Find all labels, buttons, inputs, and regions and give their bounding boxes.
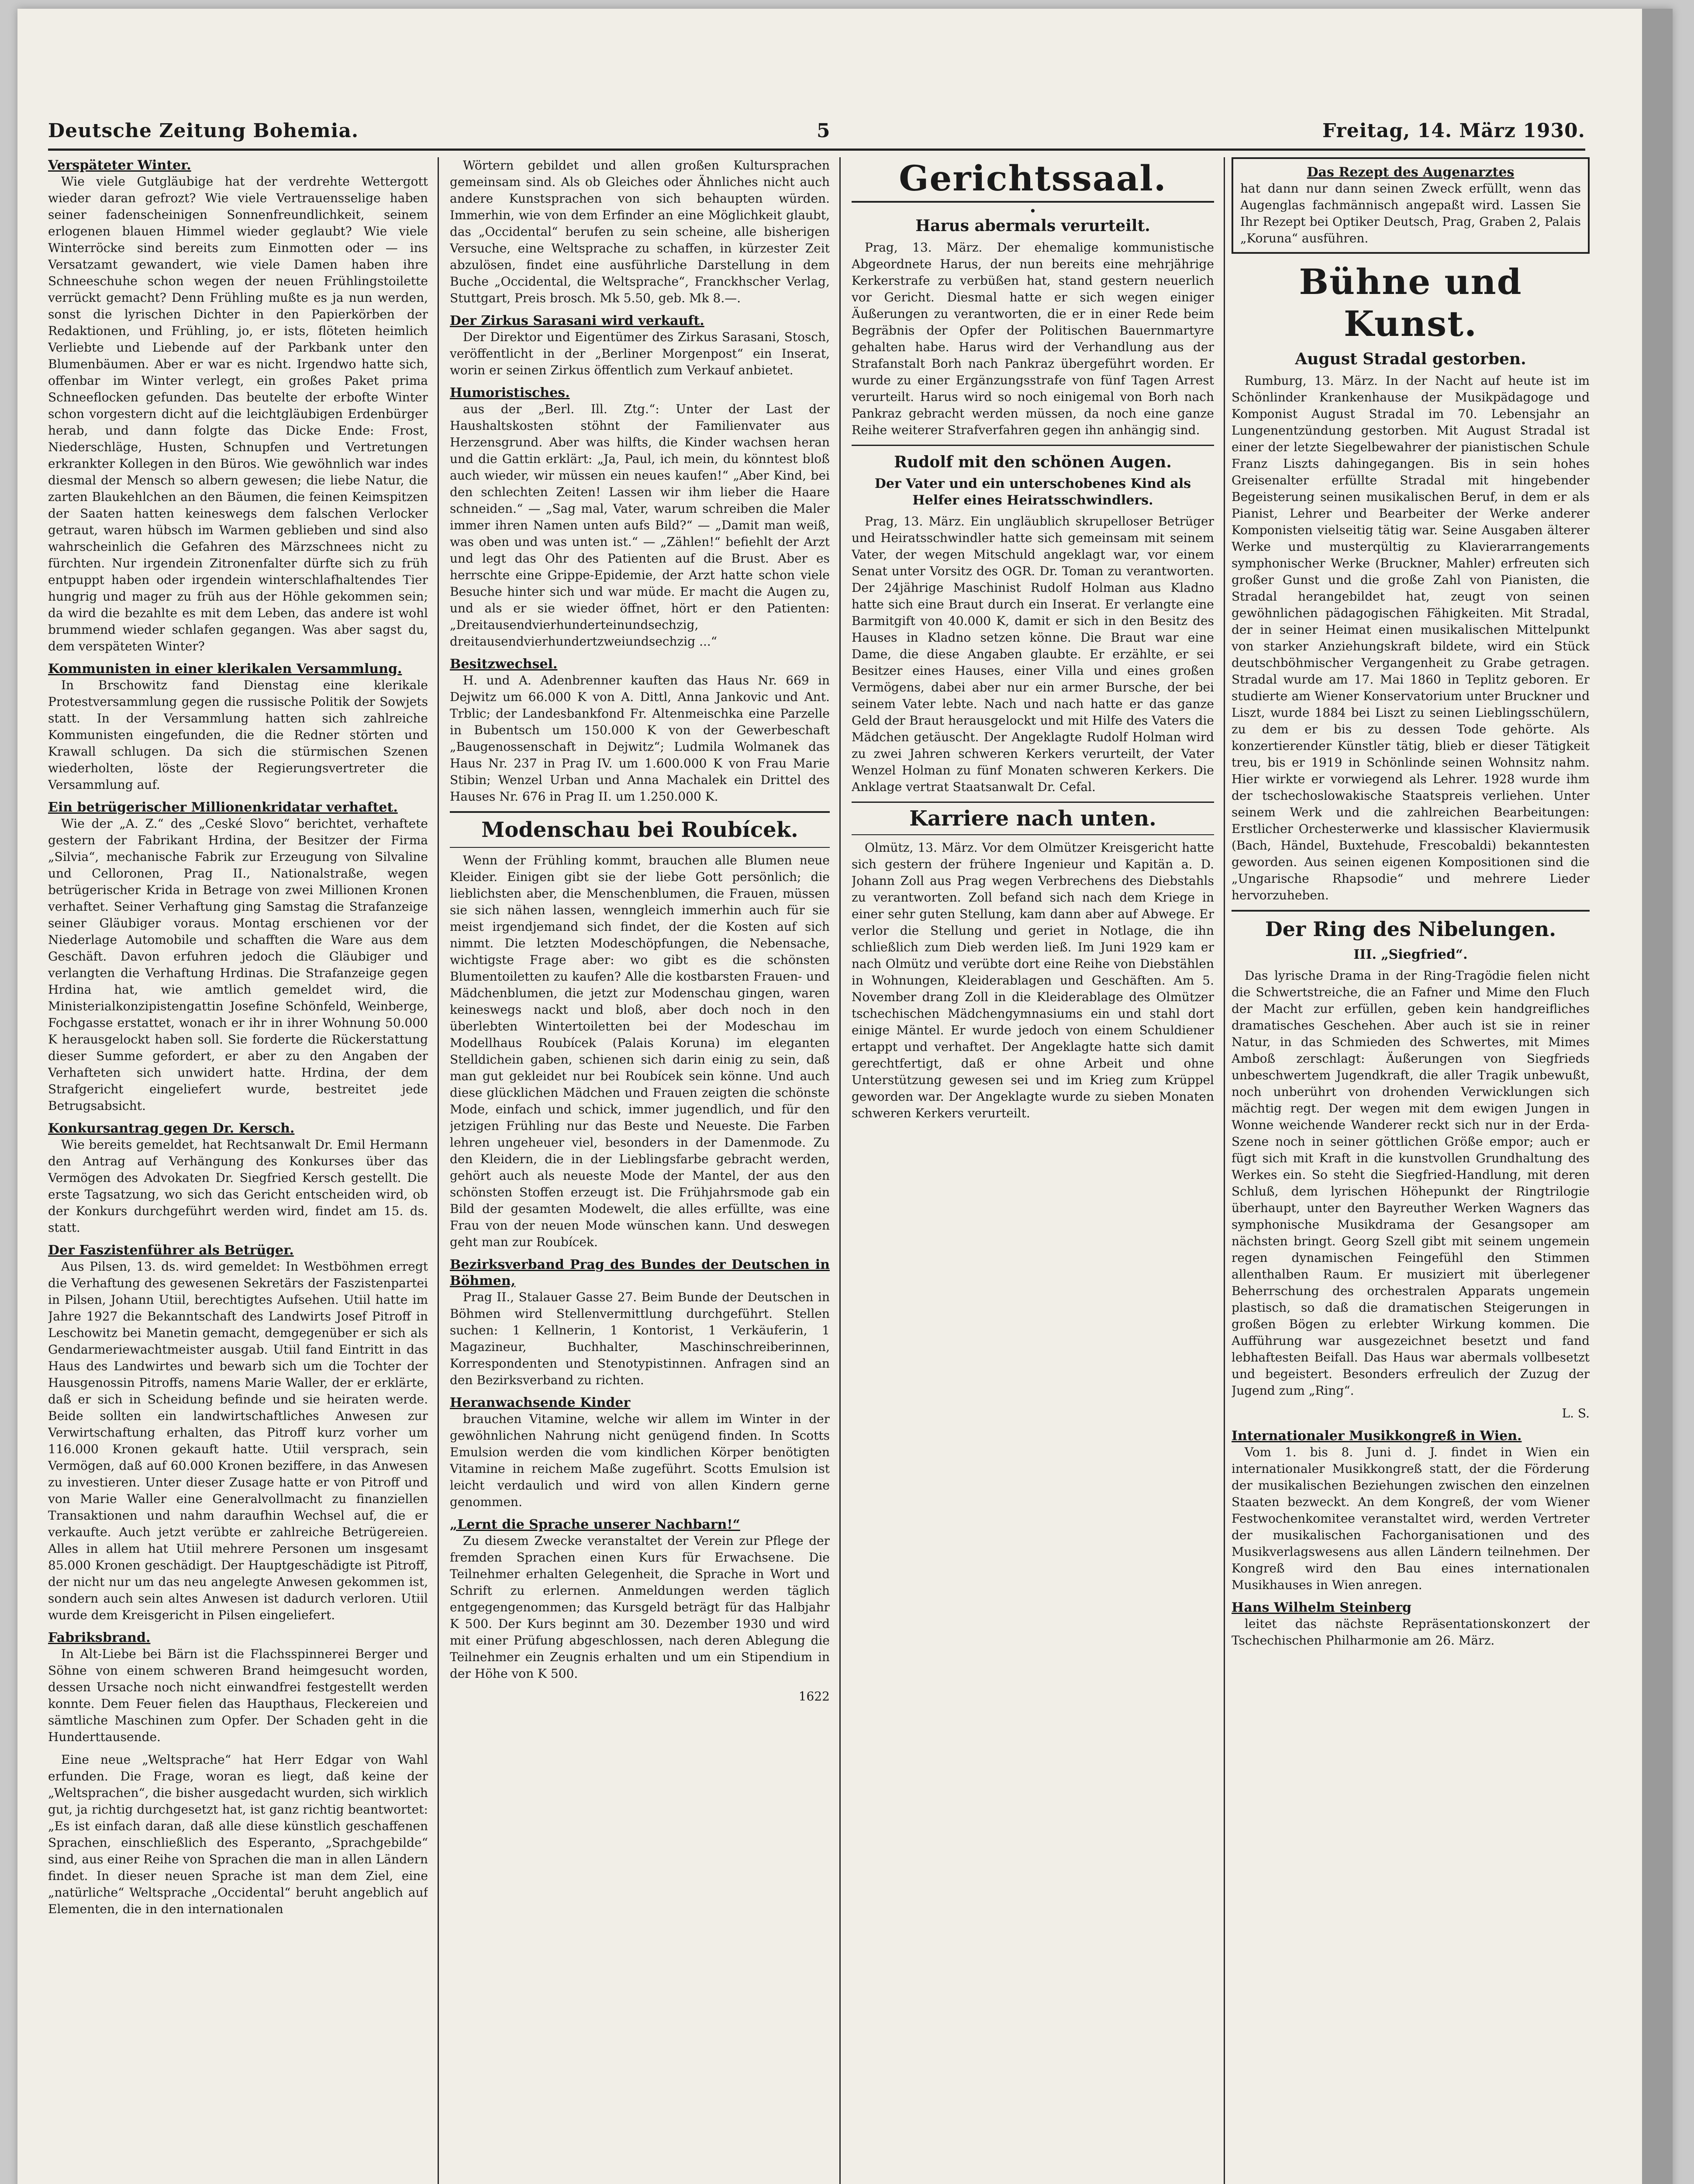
- article: [48, 1120, 428, 1236]
- article-heading: Besitzwechsel.: [450, 657, 558, 672]
- advertisement-box: [1232, 157, 1590, 254]
- article-heading: Ein betrügerischer Millionenkridatar verhaftet.: [48, 800, 398, 815]
- issue-date: Freitag, 14. März 1930.: [1322, 120, 1585, 142]
- column-1: [48, 157, 428, 2184]
- article: [450, 385, 830, 650]
- article-title: August Stradal gestorben.: [1295, 350, 1526, 368]
- article: [450, 157, 830, 307]
- article-text: Wenn der Frühling kommt, brauchen alle Blumen neue Kleider. Einigen gibt sie der liebe Gott persönlich; die lieblichsten aber, die Menschenblumen, die Frauen, müssen sie sich nähen lassen, wenngleich immerhin auch für sie meist irgendjemand sich findet, der die Kosten auf sich nimmt. Die letzten Modeschöpfungen, die Nebensache, wichtigste Frage aber: wo gibt es die schönsten Blumentoiletten zu kaufen? Alle die kostbarsten Frauen- und Mädchenblumen, die jetzt zur Modenschau gingen, waren keineswegs nackt und bloß, aber doch noch in den überlebten Wintertoiletten bei der Modeschau im Modellhaus Roubícek (Palais Koruna) im eleganten Stelldichein gaben, schienen sich darin einig zu sein, daß man gut gekleidet nur bei Roubícek sein könne. Und auch diese glücklichen Mädchen und Frauen zeigten die schönste Mode, einfach und schick, immer jugendlich, und für den jetzigen Frühling nur das Beste und Neueste. Die Farben lehren ungeheuer viel, besonders in der Damenmode. Zu den Kleidern, die in der Lieblingsfarbe gebracht werden, gehört auch als neueste Mode der Mantel, der aus den schönsten Stoffen erzeugt ist. Die Frühjahrsmode gab ein Bild der gesamten Modewelt, die alles erfüllte, was eine Frau von der neuen Mode wünschen kann. Und deswegen geht man zur Roubícek.: [450, 853, 830, 1249]
- article: [48, 1752, 428, 1918]
- article-text: leitet das nächste Repräsentationskonzert der Tschechischen Philharmonie am 26. März.: [1232, 1617, 1590, 1648]
- article-heading: Der Zirkus Sarasani wird verkauft.: [450, 313, 704, 328]
- article-text: Das lyrische Drama in der Ring-Tragödie fielen nicht die Schwertstreiche, die an Fafner und Mime den Fluch der Macht zur erfüllen, geben kein handgreifliches dramatisches Geschehen. Aber auch ist sie in reiner Natur, in das Schmieden des Schwertes, mit Mimes Amboß zerschlagt: Äußerungen von Siegfrieds unbeschwertem Jugendkraft, die aller Tragik unbewußt, noch unberührt von drohenden Verwicklungen sich mächtig regt. Der wegen mit dem ewigen Jungen in Wonne weichende Wanderer reckt sich nur in der Erda-Szene noch in seiner göttlichen Größe empor; auch er fügt sich mit Kraft in die kunstvollen Grundhaltung des Werkes ein. So steht die Siegfried-Handlung, mit deren Schluß, dem lyrischen Höhepunkt der Ringtrilogie überhaupt, unter den Bayreuther Werken Wagners das symphonische Musikdrama der Gesangsoper am nächsten bringt. Georg Szell gibt mit seinem ungemein regen dynamischen Feingefühl den Stimmen allenthalben Raum. Er musiziert mit überlegener Beherrschung des orchestralen Apparats ungemein plastisch, so daß die dramatischen Steigerungen in großen Bögen zu erlebter Wirkung kommen. Die Aufführung war ausgezeichnet besetzt und fand lebhaftesten Beifall. Das Haus war abermals vollbesetzt und begeistert. Besonders erfreulich der Zuzug der Jugend zum „Ring“.: [1232, 968, 1590, 1398]
- article-text: Vom 1. bis 8. Juni d. J. findet in Wien ein internationaler Musikkongreß statt, der die Förderung der musikalischen Beziehungen zwischen den einzelnen Staaten bezweckt. An dem Kongreß, der vom Wiener Festwochenkomitee veranstaltet wird, werden Vertreter der musikalischen Fachorganisationen und des Musikverlagswesens aus allen Ländern teilnehmen. Der Kongreß wird den Bau eines internationalen Musikhauses in Wien anregen.: [1232, 1445, 1590, 1592]
- article: [48, 799, 428, 1114]
- article-heading: Kommunisten in einer klerikalen Versammlung.: [48, 661, 402, 677]
- article-subtitle: Der Vater und ein unterschobenes Kind als Helfer eines Heiratsschwindlers.: [874, 476, 1191, 508]
- article: [450, 1257, 830, 1389]
- article-heading: Fabriksbrand.: [48, 1630, 151, 1645]
- section-heading: Modenschau bei Roubícek.: [450, 811, 830, 848]
- page-number: 5: [817, 120, 831, 142]
- article: [1232, 1405, 1590, 1422]
- article-heading: Verspäteter Winter.: [48, 158, 191, 173]
- ad-heading: Das Rezept des Augenarztes: [1307, 165, 1515, 180]
- column-4: [1232, 157, 1590, 2184]
- article-heading: Heranwachsende Kinder: [450, 1395, 631, 1410]
- divider: [852, 445, 1214, 446]
- running-head: [48, 118, 1585, 151]
- article: [1232, 349, 1590, 904]
- article: [1232, 1428, 1590, 1593]
- article-text: In Alt-Liebe bei Bärn ist die Flachsspinnerei Berger und Söhne von einem schweren Brand heimgesucht worden, dessen Ursache noch nicht einwandfrei festgestellt werden konnte. Dem Feuer fielen das Haupthaus, Fleckereien und sämtliche Maschinen zum Opfer. Der Schaden geht in die Hunderttausende.: [48, 1647, 428, 1744]
- column-2: [450, 157, 830, 2184]
- article-text: In Brschowitz fand Dienstag eine klerikale Protestversammlung gegen die russische Politik der Sowjets statt. In der Versammlung hatten sich zahlreiche Kommunisten eingefunden, die die Redner störten und Krawall schlugen. Da sich die stürmischen Szenen wiederholten, löste der Regierungsvertreter die Versammlung auf.: [48, 678, 428, 792]
- article-text: Olmütz, 13. März. Vor dem Olmützer Kreisgericht hatte sich gestern der frühere Ingenieur und Kapitän a. D. Johann Zoll aus Prag wegen Verbrechens des Diebstahls zu verantworten. Zoll befand sich nach dem Kriege in einer sehr guten Stellung, kam dann aber auf Abwege. Er verlor die Stellung und geriet in Notlage, die ihn schließlich zum Dieb werden ließ. Im Juni 1929 kam er nach Olmütz und verübte dort eine Reihe von Diebstählen in Wohnungen, Kleiderablagen und Geschäften. Am 5. November drang Zoll in die Kleiderablage des Olmützer tschechischen Mädchengymnasiums ein und stahl dort einige Mäntel. Er wurde jedoch von einem Schuldiener ertappt und verhaftet. Der Angeklagte hatte sich damit gerechtfertigt, daß er ohne Arbeit und ohne Unterstützung gewesen sei und im Krieg zum Krüppel geworden war. Der Angeklagte wurde zu sieben Monaten schweren Kerkers verurteilt.: [852, 840, 1214, 1120]
- article: [48, 1630, 428, 1745]
- article: [852, 445, 1214, 795]
- article-text: Prag II., Stalauer Gasse 27. Beim Bunde der Deutschen in Böhmen wird Stellenvermittlung durchgeführt. Stellen suchen: 1 Kellnerin, 1 Kontorist, 1 Verkäuferin, 1 Magazineur, Buchhalter, Maschinschreiberinnen, Korrespondenten und Stenotypistinnen. Anfragen sind an den Bezirksverband zu richten.: [450, 1290, 830, 1387]
- article-text: Wie der „A. Z.“ des „Ceské Slovo“ berichtet, verhaftete gestern der Fabrikant Hrdina, der Besitzer der Firma „Silvia“, mechanische Fabrik zur Erzeugung von Silvaline und Celloronen, Prag II., Nationalstraße, wegen betrügerischer Krida in Betrage von zwei Millionen Kronen verhaftet. Seiner Verhaftung ging Samstag die Strafanzeige seiner Gläubiger voraus. Montag erschienen vor der Niederlage Automobile und schafften die Ware aus dem Geschäft. Davon erfuhren jedoch die Gläubiger und verlangten die Verhaftung Hrdinas. Die Strafanzeige gegen Hrdina hat, wie amtlich gemeldet wird, die Ministerialkonzipistengattin Josefine Schönfeld, Weinberge, Fochgasse erstattet, wonach er ihr in ihrer Wohnung 50.000 K herausgelockt haben soll. Sie forderte die Rückerstattung dieser Summe gefordert, er aber zu den Angaben der Verhafteten sich unwidert hatte. Hrdina, der dem Strafgericht eingeliefert wurde, bestreitet jede Betrugsabsicht.: [48, 816, 428, 1113]
- article-text: Wörtern gebildet und allen großen Kultursprachen gemeinsam sind. Als ob Gleiches oder Ähnliches nicht auch andere Kunstsprachen von sich behaupten würden. Immerhin, wie von dem Erfinder an eine Möglichkeit glaubt, das „Occidental“ berufen zu sein scheine, alle bisherigen Versuche, eine Weltsprache zu schaffen, in kürzester Zeit abzulösen, findet eine ausführliche Darstellung in dem Buche „Occidental, die Weltsprache“, Franckhscher Verlag, Stuttgart, Preis brosch. Mk 5.50, geb. Mk 8.—.: [450, 158, 830, 305]
- article-heading: Humoristisches.: [450, 385, 570, 401]
- article: [1232, 910, 1590, 1399]
- article-text: Prag, 13. März. Der ehemalige kommunistische Abgeordnete Harus, der nun bereits eine mehrjährige Kerkerstrafe zu verbüßen hat, stand gestern neuerlich vor Gericht. Diesmal hatte er sich wegen einiger Äußerungen zu verantworten, die er in einer Rede beim Begräbnis der Opfer der Politischen Bauernmartyre gehalten habe. Harus wird der Verhandlung aus der Strafanstalt Borh nach Pankraz übergeführt worden. Er wurde zu einer Ergänzungsstrafe von fünf Tagen Arrest verurteilt. Harus wird so noch einigemal von Borh nach Pankraz gebracht werden müssen, da noch eine ganze Reihe weiterer Strafverfahren gegen ihn anhängig sind.: [852, 240, 1214, 437]
- article-text: Aus Pilsen, 13. ds. wird gemeldet: In Westböhmen erregt die Verhaftung des gewesenen Sekretärs der Faszistenpartei in Pilsen, Johann Utiil, berechtigtes Aufsehen. Utiil hatte im Jahre 1927 die Bekanntschaft des Landwirts Josef Pitroff in Leschowitz bei Manetin gemacht, demgegenüber er sich als Gendarmeriewachtmeister ausgab. Utiil fand Eintritt in das Haus des Landwirtes und bewarb sich um die Tochter der Hausgenossin Pitroffs, namens Marie Waller, der er erklärte, daß er sich in Scheidung befinde und sie heiraten werde. Beide sollten ein landwirtschaftliches Anwesen zur Verwirtschaftung erhalten, das Pitroff kurz vorher um 116.000 Kronen gekauft hatte. Utiil versprach, sein Vermögen, daß auf 60.000 Kronen beziffere, in das Anwesen zu investieren. Unter dieser Zusage hatte er von Pitroff und von Marie Waller eine Generalvollmacht zu finanziellen Transaktionen und nahm daraufhin Wechsel auf, die er verkaufte. Auch jetzt verübte er zahlreiche Betrügereien. Alles in allem hat Utiil mehrere Personen um insgesamt 85.000 Kronen geschädigt. Der Hauptgeschädigte ist Pitroff, der nicht nur um das neu angelegte Anwesen gekommen ist, sondern auch sein altes Anwesen ist dadurch verloren. Utiil wurde dem Kreisgericht in Pilsen eingeliefert.: [48, 1259, 428, 1622]
- article-text: H. und A. Adenbrenner kauften das Haus Nr. 669 in Dejwitz um 66.000 K von A. Dittl, Anna Jankovic und Ant. Trblic; der Landesbankfond Fr. Altenmeischka eine Parzelle in Bubentsch um 150.000 K von der Gewerbeschaft „Baugenossenschaft in Dejwitz“; Ludmila Wolmanek das Haus Nr. 237 in Prag IV. um 1.600.000 K von Frau Marie Stibin; Wenzel Urban und Anna Machalek ein Drittel des Hauses Nr. 676 in Prag II. um 1.250.000 K.: [450, 673, 830, 804]
- section-heading: Der Ring des Nibelungen.: [1232, 910, 1590, 942]
- newspaper-page: [17, 9, 1673, 2184]
- section-title-buehne: Bühne und Kunst.: [1299, 261, 1522, 344]
- author-signature: L. S.: [1562, 1406, 1590, 1420]
- newspaper-name: Deutsche Zeitung Bohemia.: [48, 120, 359, 142]
- article: [450, 656, 830, 805]
- column-rule: [438, 157, 439, 2184]
- article-text: Eine neue „Weltsprache“ hat Herr Edgar von Wahl erfunden. Die Frage, woran es liegt, daß keine der „Weltsprachen“, die bisher ausgedacht wurden, sich wirklich gut, ja richtig durchgesetzt hat, ist ganz richtig beantwortet: „Es ist einfach daran, daß alle diese künstlich geschaffenen Sprachen, einschließlich des Esperanto, „Sprachgebilde“ sind, aus einer Reihe von Sprachen die man in allen Ländern findet. In dieser neuen Sprache ist man dem Ziel, eine „natürliche“ Weltsprache „Occidental“ beruht angeblich auf Elementen, die in den internationalen: [48, 1752, 428, 1916]
- article-title: Rudolf mit den schönen Augen.: [894, 453, 1172, 471]
- article: [852, 216, 1214, 439]
- article: [852, 802, 1214, 1122]
- article-text: Prag, 13. März. Ein ungläublich skrupelloser Betrüger und Heiratsschwindler hatte sich gemeinsam mit seinem Vater, der wegen Mitschuld angeklagt war, vor einem Senat unter Vorsitz des OGR. Dr. Toman zu verantworten. Der 24jährige Maschinist Rudolf Holman aus Kladno hatte sich eine Braut durch ein Inserat. Er verlangte eine Barmitgift von 40.000 K, damit er sich in den Besitz des Hauses in Kladno setzen könne. Die Braut war eine Dame, die diese Angaben glaubte. Er erzählte, er sei Besitzer eines Hauses, einer Villa und eines großen Vermögens, dabei aber nur ein armer Bursche, der bei seinem Vater lebte. Nach und nach hatte er das ganze Geld der Braut herausgelockt und mit Hilfe des Vaters die Mädchen getäuscht. Der Angeklagte Rudolf Holman wird zu zwei Jahren schweren Kerkers verurteilt, der Vater Wenzel Holman zu fünf Monaten schweren Kerkers. Die Anklage vertrat Staatsanwalt Dr. Cefal.: [852, 514, 1214, 794]
- article-heading: Hans Wilhelm Steinberg: [1232, 1600, 1412, 1615]
- article: [1232, 1600, 1590, 1649]
- article-text: Wie bereits gemeldet, hat Rechtsanwalt Dr. Emil Hermann den Antrag auf Verhängung des Konkurses über das Vermögen des Advokaten Dr. Siegfried Kersch gestellt. Die erste Tagsatzung, wo sich das Gericht entscheiden wird, ob der Konkurs durchgeführt werden wird, findet am 15. ds. statt.: [48, 1137, 428, 1235]
- article: [48, 1242, 428, 1624]
- scan-edge: [1642, 9, 1673, 2184]
- article-text: Der Direktor und Eigentümer des Zirkus Sarasani, Stosch, veröffentlicht in der „Berliner Morgenpost“ ein Inserat, worin er seinen Zirkus öffentlich zum Verkauf anbietet.: [450, 330, 830, 377]
- article-heading: „Lernt die Sprache unserer Nachbarn!“: [450, 1517, 740, 1532]
- ornament: •: [1029, 204, 1037, 218]
- article: [450, 811, 830, 1251]
- article-heading: Konkursantrag gegen Dr. Kersch.: [48, 1121, 295, 1136]
- article: [48, 661, 428, 793]
- column-rule: [1224, 157, 1225, 2184]
- section-title-gerichtssaal: Gerichtssaal.: [852, 157, 1214, 203]
- ad-number: 1622: [798, 1689, 830, 1704]
- article-text: brauchen Vitamine, welche wir allem im Winter in der gewöhnlichen Nahrung nicht genügend finden. In Scotts Emulsion werden die vom kindlichen Körper benötigten Vitamine in reichem Maße zugeführt. Scotts Emulsion ist leicht verdaulich und wird von allen Kindern gerne genommen.: [450, 1412, 830, 1509]
- article-text: aus der „Berl. Ill. Ztg.“: Unter der Last der Haushaltskosten stöhnt der Familienvater aus Herzensgrund. Aber was hilfts, die Kinder wachsen heran und die Gattin erklärt: „Ja, Paul, ich mein, du könntest bloß auch wieder, wir müssen ein neues kaufen!“ „Aber Kind, bei den schlechten Zeiten! Lassen wir ihm lieber die Haare schneiden.“ — „Sag mal, Vater, warum schreiben die Maler immer ihren Namen unten aufs Bild?“ — „Damit man weiß, was oben und was unten ist.“ — „Zählen!“ befiehlt der Arzt und legt das Ohr des Patienten auf die Brust. Aber es herrschte eine Grippe-Epidemie, der Arzt hatte schon viele Besuche hinter sich und war müde. Er macht die Augen zu, und als er sie wieder öffnet, hört er den Patienten: „Dreitausendvierhunderteinundsechzig, dreitausendvierhundertzweiundsechzig ...“: [450, 402, 830, 649]
- article-heading: Internationaler Musikkongreß in Wien.: [1232, 1428, 1522, 1444]
- article-subtitle: III. „Siegfried“.: [1353, 947, 1468, 962]
- article-text: Rumburg, 13. März. In der Nacht auf heute ist im Schönlinder Krankenhause der Musikpädagoge und Komponist August Stradal im 70. Lebensjahr an Lungenentzündung gestorben. Mit August Stradal ist einer der letzte Siegelbewahrer der pianistischen Schule Franz Liszts dahingegangen. Bis in sein hohes Greisenalter erfüllte Stradal mit hingebender Begeisterung seinen musikalischen Beruf, in dem er als Pianist, Lehrer und Bearbeiter der Werke anderer Komponisten vielseitig tätig war. Seine Ausgaben älterer Werke und musterqültig zu Klavierarrangements symphonischer Werke (Bruckner, Mahler) erfreuten sich großer Gunst und die große Zahl von Pianisten, die Stradal herangebildet hat, zeugt von seinen gewöhnlichen pädagogischen Fähigkeiten. Mit Stradal, der in seiner Heimat einen musikalischen Mittelpunkt von starker Anziehungskraft bildete, wird ein Stück deutschböhmischer Vergangenheit zu Grabe getragen. Stradal wurde am 17. Mai 1860 in Teplitz geboren. Er studierte am Wiener Konservatorium unter Bruckner und Liszt, wurde 1884 bei Liszt zu seinen Lieblingsschülern, zu dem er bis zu dessen Tode gehörte. Als konzertierender Künstler tätig, blieb er dieser Tätigkeit treu, bis er 1919 in Schönlinde seinen Wohnsitz nahm. Hier wirkte er vorwiegend als Lehrer. 1928 wurde ihm der tschechoslowakische Staatspreis verliehen. Unter seinem Werk und die zahlreichen Bearbeitungen: Erstlicher Orchesterwerke und klassischer Klaviermusik (Bach, Händel, Buxtehude, Frescobaldi) bekanntesten geworden. Aus seinen eigenen Kompositionen sind die „Ungarische Rhapsodie“ und mehrere Lieder hervorzuheben.: [1232, 373, 1590, 902]
- article: [48, 157, 428, 655]
- article-heading: Der Faszistenführer als Betrüger.: [48, 1243, 294, 1258]
- article: [450, 1395, 830, 1510]
- article-title: Harus abermals verurteilt.: [915, 217, 1150, 235]
- column-rule: [839, 157, 841, 2184]
- article: [450, 1517, 830, 1682]
- article-text: Zu diesem Zwecke veranstaltet der Verein zur Pflege der fremden Sprachen einen Kurs für Erwachsene. Die Teilnehmer erhalten Gelegenheit, die Sprache in Wort und Schrift zu erlernen. Anmeldungen werden täglich entgegengenommen; das Kursgeld beträgt für das Halbjahr K 500. Der Kurs beginnt am 30. Dezember 1930 und wird mit einer Prüfung abgeschlossen, nach deren Ablegung die Teilnehmer ein Zeugnis erhalten und um ein Stipendium in der Höhe von K 500.: [450, 1534, 830, 1681]
- article-heading: Bezirksverband Prag des Bundes der Deutschen in Böhmen,: [450, 1257, 830, 1289]
- article: [450, 313, 830, 379]
- article-text: Wie viele Gutgläubige hat der verdrehte Wettergott wieder daran gefrozt? Wie viele Vertrauensselige haben seiner fadenscheinigen Sonnenfreundlichkeit, seinem erlogenen blauen Himmel wieder geglaubt? Wie viele Winterröcke sind bereits zum Einmotten oder — ins Versatzamt gewandert, wie viele Damen haben ihre Schneeschuhe schon wegen der neuen Frühlingstoilette verrückt gemacht? Denn Frühling mußte es ja nun werden, sonst die lyrischen Dichter in den Papierkörben der Redaktionen, und Frühling, jo, er ists, flöteten heimlich Verliebte und Liebende auf der Parkbank unter den Blumenbäumen. Aber er war es nicht. Irgendwo hatte sich, offenbar im Winter verlegt, ein großes Paket prima Schneeflocken gefunden. Das beutelte der erbofte Winter schon vorgestern dicht auf die leichtgläubigen Erdenbürger herab, und dann folgte das Dicke Ende: Frost, Niederschläge, Husten, Schnupfen und Vertretungen erkrankter Kollegen in den Büros. Wie gewöhnlich war indes diesmal der Mensch so albern gewesen; die liebe Natur, die zarten Blaukehlchen an den Bäumen, die feinen Keimspitzen der Saaten hatten keineswegs dem falschen Verlocker getraut, waren hübsch im Warmen geblieben und sind also wahrscheinlich die Gefahren des Märzschnees nicht zu fürchten. Nur irgendein Zitronenfalter dürfte sich zu früh entpuppt haben oder irgendein winterschlafhaltendes Tier hungrig und mager zu früh aus der Höhle gekommen sein; da wird die bezahlte es mit dem Leben, das andere ist wohl brummend wieder schlafen gegangen. Was aber sagst du, dem verspäteten Winter?: [48, 174, 428, 653]
- ad-text: hat dann nur dann seinen Zweck erfüllt, wenn das Augenglas fachmännisch angepaßt wird. Lassen Sie Ihr Rezept bei Optiker Deutsch, Prag, Graben 2, Palais „Koruna“ ausführen.: [1240, 181, 1581, 245]
- column-3: [852, 157, 1214, 2184]
- section-heading: Karriere nach unten.: [852, 802, 1214, 835]
